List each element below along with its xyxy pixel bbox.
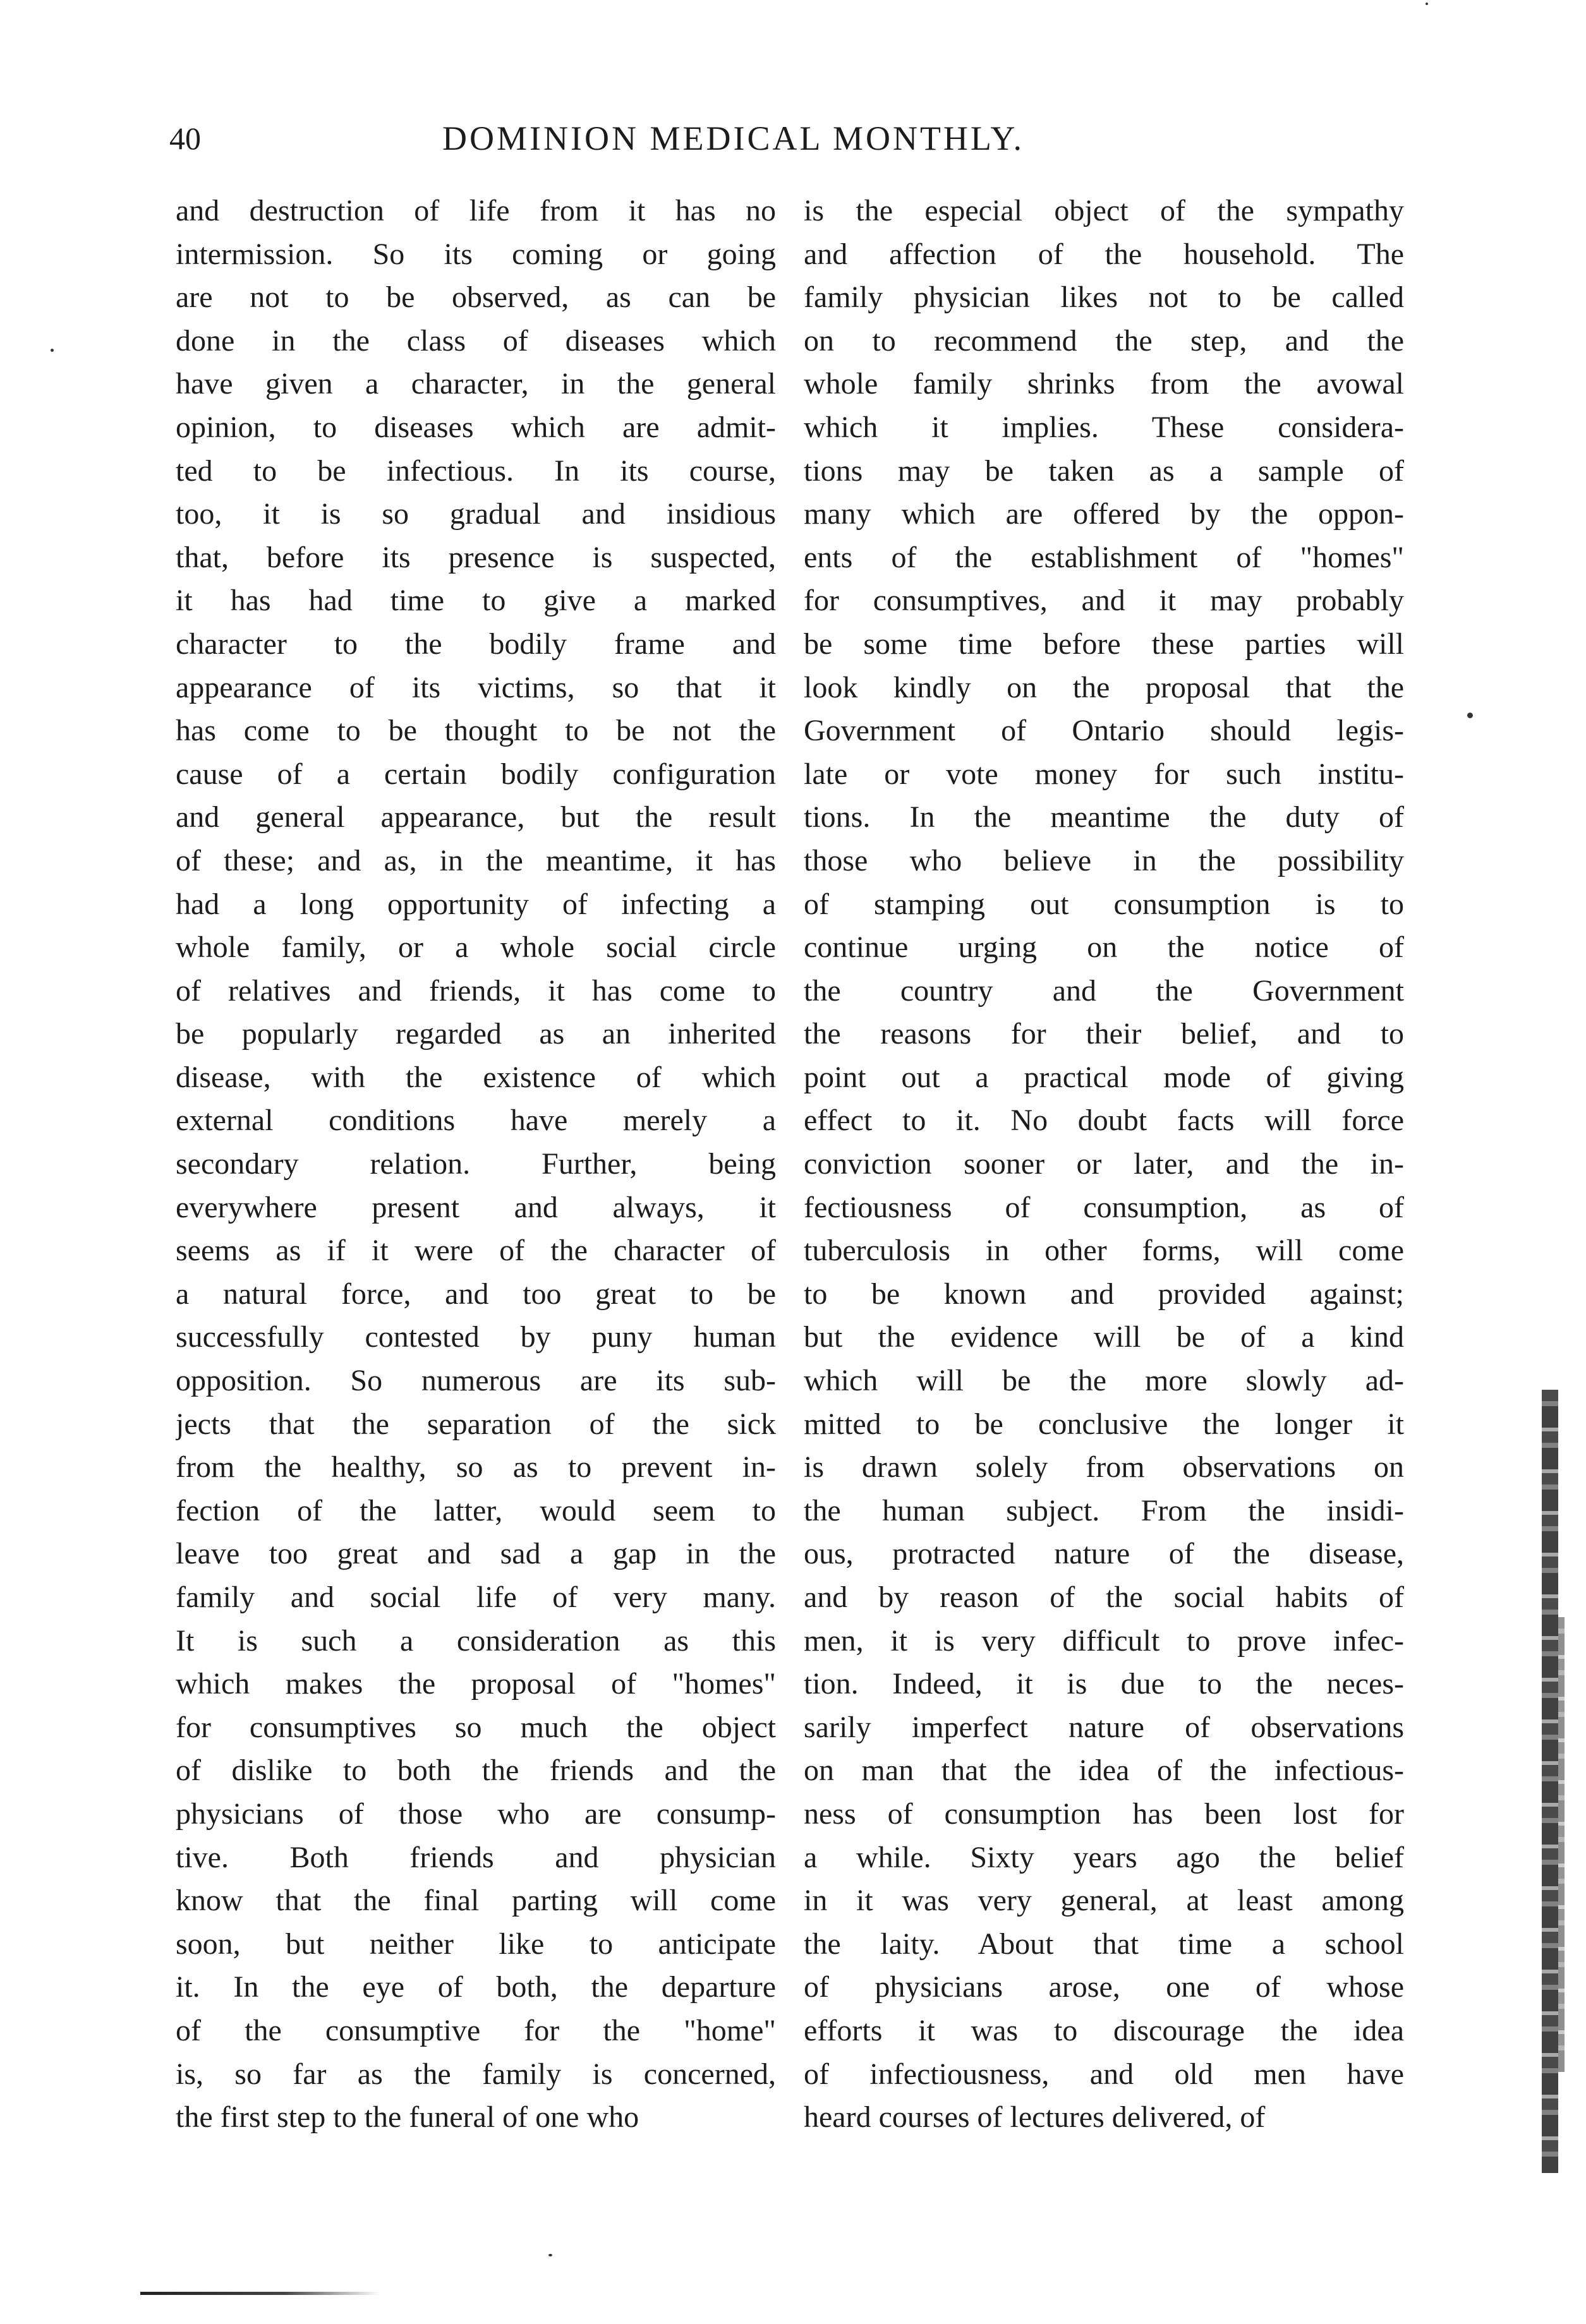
text-line: sarily imperfect nature of observations [804, 1710, 1404, 1744]
text-line: which will be the more slowly ad- [804, 1364, 1404, 1398]
text-line: of these; and as, in the meantime, it has [176, 843, 776, 877]
text-line: ted to be infectious. In its course, [176, 454, 776, 488]
text-line: and destruction of life from it has no [176, 194, 776, 227]
text-line: jects that the separation of the sick [176, 1407, 776, 1441]
text-line: of infectiousness, and old men have [804, 2057, 1404, 2091]
text-line: to be known and provided against; [804, 1277, 1404, 1311]
text-line: secondary relation. Further, being [176, 1147, 776, 1181]
scan-speck [1467, 713, 1473, 718]
text-line: heard courses of lectures delivered, of [804, 2100, 1266, 2134]
text-line: and general appearance, but the result [176, 800, 776, 834]
text-line: is drawn solely from observations on [804, 1450, 1404, 1484]
text-line: is the especial object of the sympathy [804, 194, 1404, 227]
text-line: family physician likes not to be called [804, 280, 1404, 315]
text-line: on to recommend the step, and the [804, 323, 1404, 358]
running-title: DOMINION MEDICAL MONTHLY. [442, 119, 1025, 157]
text-line: of relatives and friends, it has come to [176, 973, 776, 1008]
text-line: fection of the latter, would seem to [176, 1493, 776, 1527]
text-line: the country and the Government [804, 973, 1404, 1008]
text-line: too, it is so gradual and insidious [176, 497, 776, 531]
text-line: be popularly regarded as an inherited [176, 1017, 776, 1051]
page-number: 40 [169, 121, 201, 156]
text-line: the human subject. From the insidi- [804, 1493, 1404, 1527]
text-line: ness of consumption has been lost for [804, 1797, 1404, 1831]
text-line: effect to it. No doubt facts will force [804, 1104, 1404, 1138]
text-line: mitted to be conclusive the longer it [804, 1407, 1404, 1441]
text-line: it has had time to give a marked [176, 584, 776, 618]
binding-shadow [1542, 1390, 1558, 2173]
left-column [176, 190, 776, 2140]
text-line: the first step to the funeral of one who [176, 2100, 639, 2134]
text-line: men, it is very difficult to prove infec- [804, 1623, 1404, 1658]
scan-edge-rule [140, 2292, 380, 2295]
scan-speck [1426, 3, 1428, 5]
text-line: tion. Indeed, it is due to the neces- [804, 1667, 1404, 1701]
text-line: tions may be taken as a sample of [804, 454, 1404, 488]
text-line: everywhere present and always, it [176, 1190, 776, 1224]
text-line: Government of Ontario should legis- [804, 714, 1404, 748]
text-line: done in the class of diseases which [176, 323, 776, 358]
text-line: tuberculosis in other forms, will come [804, 1234, 1404, 1268]
text-line: disease, with the existence of which [176, 1060, 776, 1094]
text-line: is, so far as the family is concerned, [176, 2057, 776, 2091]
text-line: whole family shrinks from the avowal [804, 367, 1404, 401]
text-line: opinion, to diseases which are admit- [176, 410, 776, 444]
text-line: which makes the proposal of "homes" [176, 1667, 776, 1701]
text-line: it. In the eye of both, the departure [176, 1970, 776, 2004]
text-line: which it implies. These considera- [804, 410, 1404, 444]
text-line: of stamping out consumption is to [804, 887, 1404, 921]
text-line: of the consumptive for the "home" [176, 2013, 776, 2047]
text-line: physicians of those who are consump- [176, 1797, 776, 1831]
text-line: those who believe in the possibility [804, 843, 1404, 877]
text-line: cause of a certain bodily configuration [176, 757, 776, 791]
text-line: a natural force, and too great to be [176, 1277, 776, 1311]
text-line: had a long opportunity of infecting a [176, 887, 776, 921]
scan-speck [51, 349, 54, 352]
text-line: be some time before these parties will [804, 627, 1404, 661]
text-line: soon, but neither like to anticipate [176, 1927, 776, 1961]
text-line: the laity. About that time a school [804, 1927, 1404, 1961]
text-line: point out a practical mode of giving [804, 1060, 1404, 1094]
text-line: on man that the idea of the infectious- [804, 1754, 1404, 1788]
text-line: of physicians arose, one of whose [804, 1970, 1404, 2004]
text-line: efforts it was to discourage the idea [804, 2013, 1404, 2047]
text-line: and by reason of the social habits of [804, 1580, 1404, 1614]
text-line: whole family, or a whole social circle [176, 930, 776, 965]
right-column [804, 190, 1404, 2140]
text-line: ents of the establishment of "homes" [804, 540, 1404, 574]
text-line: late or vote money for such institu- [804, 757, 1404, 791]
text-line: of dislike to both the friends and the [176, 1754, 776, 1788]
text-line: opposition. So numerous are its sub- [176, 1364, 776, 1398]
text-line: It is such a consideration as this [176, 1623, 776, 1658]
text-line: seems as if it were of the character of [176, 1234, 776, 1268]
text-line: know that the final parting will come [176, 1884, 776, 1918]
text-line: tive. Both friends and physician [176, 1840, 776, 1874]
text-line: that, before its presence is suspected, [176, 540, 776, 574]
text-line: a while. Sixty years ago the belief [804, 1840, 1404, 1874]
text-line: conviction sooner or later, and the in- [804, 1147, 1404, 1181]
text-line: appearance of its victims, so that it [176, 670, 776, 704]
text-line: but the evidence will be of a kind [804, 1320, 1404, 1354]
scan-speck [548, 2254, 552, 2256]
text-line: tions. In the meantime the duty of [804, 800, 1404, 834]
text-line: in it was very general, at least among [804, 1884, 1404, 1918]
text-line: for consumptives, and it may probably [804, 584, 1404, 618]
text-line: successfully contested by puny human [176, 1320, 776, 1354]
text-line: fectiousness of consumption, as of [804, 1190, 1404, 1224]
text-line: intermission. So its coming or going [176, 237, 776, 271]
text-line: leave too great and sad a gap in the [176, 1537, 776, 1571]
binding-shadow-edge [1558, 1617, 1565, 2072]
text-line: continue urging on the notice of [804, 930, 1404, 965]
text-line: for consumptives so much the object [176, 1710, 776, 1744]
text-line: character to the bodily frame and [176, 627, 776, 661]
text-line: are not to be observed, as can be [176, 280, 776, 315]
text-line: from the healthy, so as to prevent in- [176, 1450, 776, 1484]
text-line: family and social life of very many. [176, 1580, 776, 1614]
text-line: look kindly on the proposal that the [804, 670, 1404, 704]
text-line: many which are offered by the oppon- [804, 497, 1404, 531]
text-line: the reasons for their belief, and to [804, 1017, 1404, 1051]
text-line: external conditions have merely a [176, 1104, 776, 1138]
text-line: has come to be thought to be not the [176, 714, 776, 748]
text-line: and affection of the household. The [804, 237, 1404, 271]
text-line: have given a character, in the general [176, 367, 776, 401]
text-line: ous, protracted nature of the disease, [804, 1537, 1404, 1571]
